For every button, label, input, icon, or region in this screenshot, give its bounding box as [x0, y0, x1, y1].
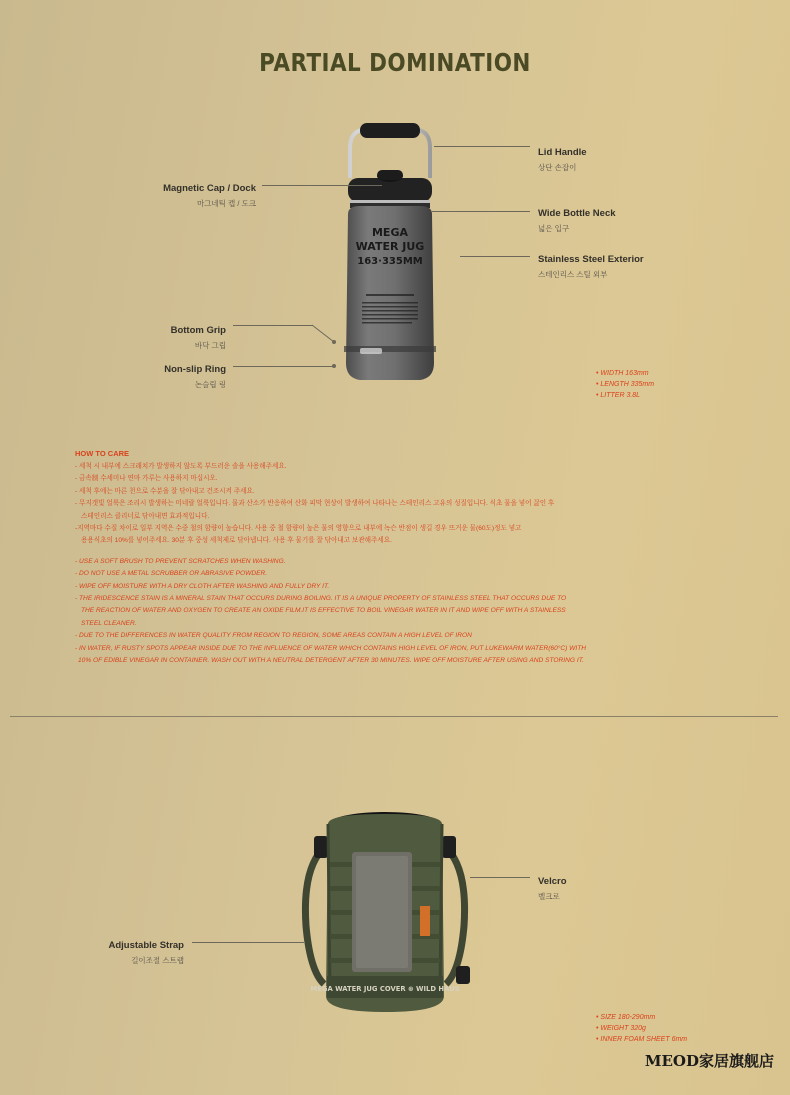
- care-section: [75, 449, 586, 668]
- care-en-line: - IN WATER, IF RUSTY SPOTS APPEAR INSIDE DUE TO THE INFLUENCE OF WATER WHICH CONTAINS HIGH LEVEL OF IRON, PUT LUKEWARM WATER(60°C) WITH: [75, 644, 587, 652]
- section-divider: [10, 716, 778, 717]
- spec-length: • LENGTH 335mm: [596, 381, 655, 388]
- store-watermark: MEOD家居旗舰店: [644, 1052, 774, 1070]
- care-ko-line: -지역마다 수질 차이로 일부 지역은 수중 철의 함량이 높습니다. 사용 중 철 함량이 높은 물의 영향으로 내부에 녹슨 반점이 생길 경우 뜨거운 물(60도)정도 넣고: [75, 525, 522, 533]
- care-ko-line: - 무지갯빛 얼룩은 조리시 발생하는 미네랄 얼룩입니다. 물과 산소가 반응하여 산화 피막 현상이 발생하여 나타나는 스테인리스 고유의 성질입니다. 식초 물을 넣어 끓인 후: [75, 500, 555, 508]
- care-en-line: - THE IRIDESCENCE STAIN IS A MINERAL STAIN THAT OCCURS DURING BOILING. IT IS A UNIQUE PROPERTY OF STAINLESS STEEL THAT OCCURS DUE TO: [75, 595, 567, 603]
- jug-cover-image: [296, 806, 474, 1020]
- care-ko-line: - 세척 시 내부에 스크래치가 발생하지 않도록 부드러운 솔을 사용해주세요.: [75, 463, 287, 470]
- care-ko-line: 스테인리스 클리너로 닦아내면 효과적입니다.: [81, 512, 210, 520]
- care-en-line: THE REACTION OF WATER AND OXYGEN TO CREATE AN OXIDE FILM.IT IS EFFECTIVE TO BOIL VINEGAR WATER IN IT AND WIPE OFF WITH A STAINLESS: [81, 607, 566, 615]
- spec-weight: • WEIGHT 320g: [596, 1025, 646, 1032]
- spec-size: • SIZE 180-290mm: [596, 1014, 656, 1021]
- bottom-grip-label: Bottom Grip 바닥 그립: [170, 325, 226, 350]
- magnetic-cap-label: Magnetic Cap / Dock 마그네틱 캡 / 도크: [163, 183, 256, 208]
- nonslip-ring-label: Non-slip Ring 논슬립 링: [164, 364, 226, 389]
- spec-width: • WIDTH 163mm: [596, 370, 649, 377]
- care-en-line: - DUE TO THE DIFFERENCES IN WATER QUALITY FROM REGION TO REGION, SOME AREAS CONTAIN A HIGH LEVEL OF IRON: [75, 632, 472, 640]
- care-ko-line: - 세척 후에는 마른 천으로 수분을 잘 닦아내고 건조시켜 주세요.: [75, 487, 255, 495]
- cover-band-text: MEGA WATER JUG COVER ⊛ WILD HAUS: [310, 985, 460, 993]
- care-ko-line: 용용식초의 10%를 넣어주세요. 30분 후 중성 세척제로 닦아냅니다. 사용 후 물기를 잘 닦아내고 보관해주세요.: [81, 537, 392, 545]
- cover-specs: [596, 1012, 687, 1045]
- care-title: HOW TO CARE: [75, 449, 130, 458]
- care-en-line: 10% OF EDIBLE VINEGAR IN CONTAINER. WASH OUT WITH A NEUTRAL DETERGENT AFTER 30 MINUTES. WIPE OFF MOISTURE AFTER USING AND STORING IT.: [78, 657, 584, 665]
- velcro-label: Velcro 벨크로: [538, 876, 567, 901]
- bottle-specs: [596, 368, 654, 401]
- jug-name-line-2: WATER JUG: [355, 240, 425, 253]
- spec-litter: • LITTER 3.8L: [596, 392, 641, 399]
- lid-handle-label: Lid Handle 상단 손잡이: [538, 147, 587, 172]
- care-ko-line: - 금속制 수세미나 연마 가루는 사용하지 마십시오.: [75, 475, 218, 483]
- care-en-line: STEEL CLEANER.: [81, 619, 137, 627]
- wide-neck-label: Wide Bottle Neck 넓은 입구: [538, 208, 616, 233]
- adjustable-strap-label: Adjustable Strap 길이조절 스트랩: [108, 940, 184, 965]
- page-title: PARTIAL DOMINATION: [259, 48, 531, 77]
- care-en-line: - DO NOT USE A METAL SCRUBBER OR ABRASIVE POWDER.: [75, 570, 268, 578]
- jug-name-line-1: MEGA: [371, 226, 409, 239]
- spec-foam: • INNER FOAM SHEET 6mm: [596, 1036, 688, 1043]
- steel-exterior-label: Stainless Steel Exterior 스테인리스 스틸 외부: [538, 254, 644, 279]
- jug-name-line-3: 163·335MM: [357, 256, 423, 267]
- care-en-line: - USE A SOFT BRUSH TO PREVENT SCRATCHES WHEN WASHING.: [75, 557, 286, 565]
- care-en-line: - WIPE OFF MOISTURE WITH A DRY CLOTH AFTER WASHING AND FULLY DRY IT.: [75, 582, 330, 590]
- water-jug-image: [320, 118, 460, 388]
